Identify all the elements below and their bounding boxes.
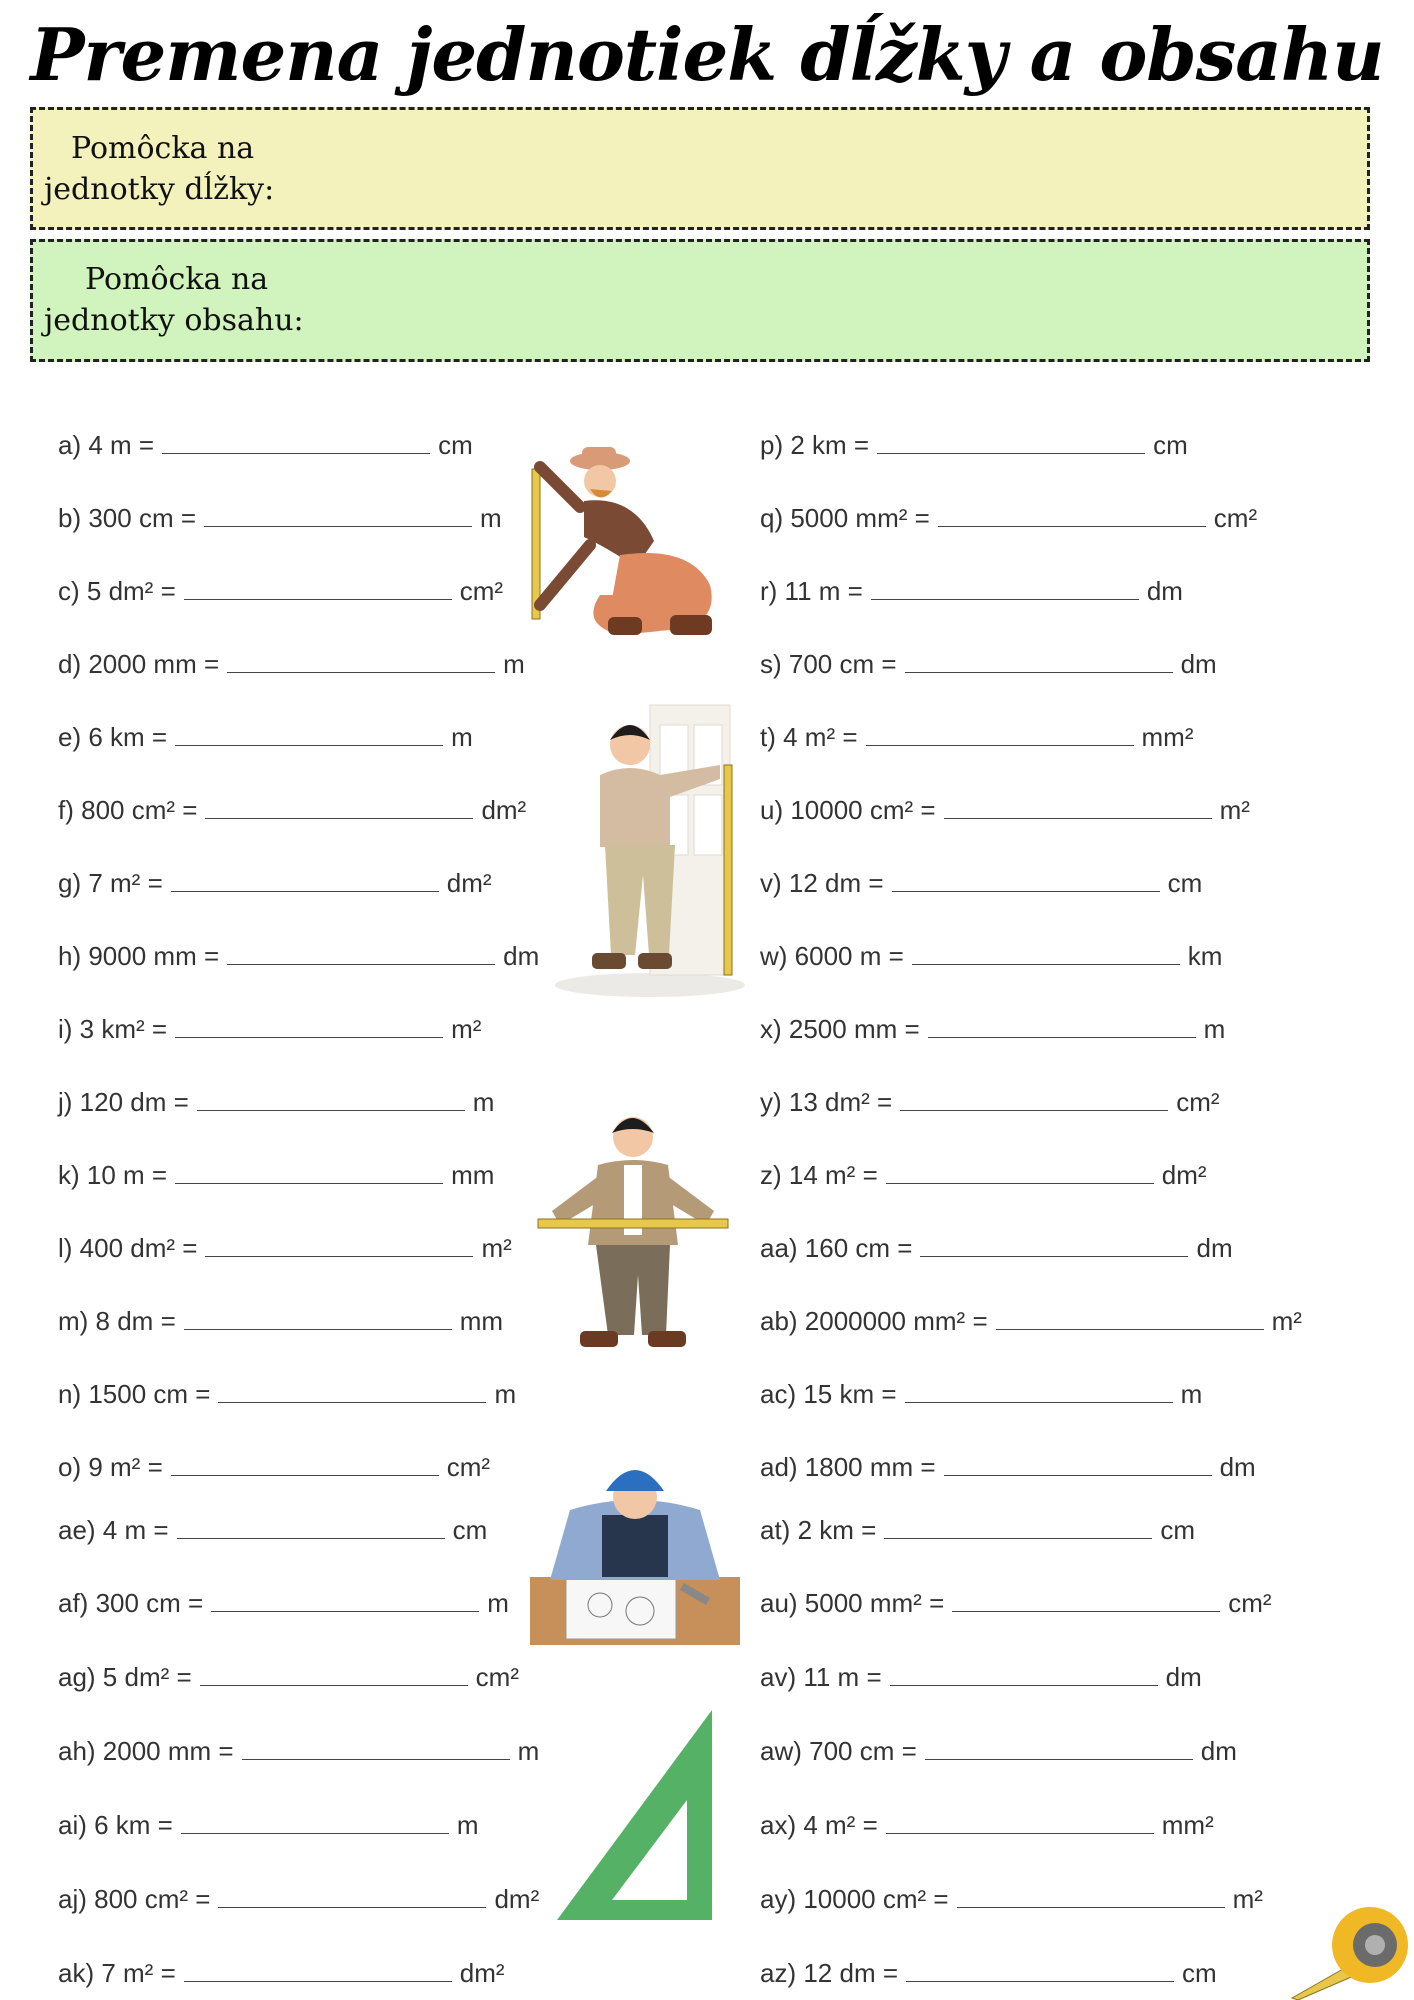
exercise-question: ai) 6 km = — [58, 1810, 173, 1840]
exercise-question: z) 14 m² = — [760, 1160, 878, 1190]
exercise-question: ab) 2000000 mm² = — [760, 1306, 988, 1336]
exercise-unit: dm — [1165, 1662, 1202, 1692]
exercise-question: h) 9000 mm = — [58, 941, 220, 971]
exercise-question: af) 300 cm = — [58, 1588, 204, 1618]
exercise-question: j) 120 dm = — [58, 1087, 189, 1117]
exercise-unit: dm² — [494, 1884, 540, 1914]
right-exercise-row — [760, 1379, 1202, 1409]
left-exercise-row — [58, 941, 539, 971]
exercise-question: t) 4 m² = — [760, 722, 858, 752]
exercise-unit: cm — [1153, 430, 1188, 460]
exercise-question: k) 10 m = — [58, 1160, 168, 1190]
man-holding-ruler-icon — [528, 1105, 738, 1350]
exercise-question: m) 8 dm = — [58, 1306, 176, 1336]
right-exercise-row — [760, 941, 1222, 971]
exercise-question: s) 700 cm = — [760, 649, 897, 679]
exercise-question: b) 300 cm = — [58, 503, 197, 533]
exercise-question: w) 6000 m = — [760, 941, 904, 971]
exercise-question: x) 2500 mm = — [760, 1014, 920, 1044]
answer-blank[interactable] — [905, 1380, 1173, 1403]
left-exercise-row — [58, 1379, 516, 1409]
exercise-question: ax) 4 m² = — [760, 1810, 878, 1840]
right-exercise-row — [760, 1515, 1195, 1545]
answer-blank[interactable] — [912, 942, 1180, 965]
exercise-unit: dm — [1200, 1736, 1237, 1766]
left-exercise-row — [58, 1958, 505, 1988]
left-exercise-row — [58, 1810, 479, 1840]
answer-blank[interactable] — [227, 942, 495, 965]
right-exercise-row — [760, 576, 1183, 606]
exercise-unit: m — [456, 1810, 479, 1840]
answer-blank[interactable] — [866, 723, 1134, 746]
left-exercise-row — [58, 1662, 519, 1692]
exercise-question: r) 11 m = — [760, 576, 863, 606]
exercise-question: ay) 10000 cm² = — [760, 1884, 949, 1914]
left-exercise-row — [58, 1087, 494, 1117]
exercise-question: c) 5 dm² = — [58, 576, 176, 606]
answer-blank[interactable] — [877, 431, 1145, 454]
right-exercise-row — [760, 649, 1217, 679]
left-exercise-row — [58, 1515, 487, 1545]
answer-blank[interactable] — [892, 869, 1160, 892]
answer-blank[interactable] — [944, 796, 1212, 819]
answer-blank[interactable] — [952, 1589, 1220, 1612]
right-exercise-row — [760, 1087, 1220, 1117]
answer-blank[interactable] — [205, 1234, 473, 1257]
left-exercise-row — [58, 430, 473, 460]
exercise-question: at) 2 km = — [760, 1515, 877, 1545]
answer-blank[interactable] — [175, 1015, 443, 1038]
answer-blank[interactable] — [905, 650, 1173, 673]
answer-blank[interactable] — [227, 650, 495, 673]
man-measuring-door-icon — [550, 695, 750, 1000]
right-exercise-row — [760, 795, 1250, 825]
answer-blank[interactable] — [197, 1088, 465, 1111]
exercise-unit: m — [480, 503, 502, 533]
exercise-unit: mm² — [1161, 1810, 1214, 1840]
answer-blank[interactable] — [944, 1453, 1212, 1476]
exercise-question: v) 12 dm = — [760, 868, 884, 898]
exercise-unit: dm — [1219, 1452, 1256, 1482]
answer-blank[interactable] — [200, 1663, 468, 1686]
exercise-question: i) 3 km² = — [58, 1014, 168, 1044]
right-exercise-row — [760, 1233, 1233, 1263]
exercise-question: ak) 7 m² = — [58, 1958, 176, 1988]
exercise-unit: cm² — [1176, 1087, 1220, 1117]
exercise-unit: cm — [1160, 1515, 1195, 1545]
engineer-drawing-icon — [530, 1455, 740, 1645]
right-exercise-row — [760, 430, 1188, 460]
exercise-unit: cm — [1182, 1958, 1217, 1988]
left-exercise-row — [58, 795, 526, 825]
exercise-question: n) 1500 cm = — [58, 1379, 211, 1409]
exercise-question: ag) 5 dm² = — [58, 1662, 192, 1692]
left-exercise-row — [58, 722, 473, 752]
answer-blank[interactable] — [177, 1516, 445, 1539]
exercise-question: u) 10000 cm² = — [760, 795, 936, 825]
left-exercise-row — [58, 1014, 481, 1044]
exercise-unit: mm — [451, 1160, 495, 1190]
exercise-question: p) 2 km = — [760, 430, 870, 460]
exercise-unit: m — [494, 1379, 517, 1409]
exercise-unit: m² — [1219, 795, 1250, 825]
right-exercise-row — [760, 1452, 1256, 1482]
exercise-question: f) 800 cm² = — [58, 795, 198, 825]
answer-blank[interactable] — [175, 1161, 443, 1184]
right-exercise-row — [760, 1588, 1272, 1618]
exercise-unit: m — [503, 649, 525, 679]
left-exercise-row — [58, 868, 492, 898]
right-exercise-row — [760, 1958, 1217, 1988]
left-exercise-row — [58, 1736, 539, 1766]
left-exercise-row — [58, 1588, 509, 1618]
answer-blank[interactable] — [218, 1380, 486, 1403]
answer-blank[interactable] — [211, 1589, 479, 1612]
length-hint-label-line1: Pomôcka na — [71, 131, 255, 166]
left-exercise-row — [58, 503, 502, 533]
left-exercise-row — [58, 649, 525, 679]
right-exercise-row — [760, 1810, 1214, 1840]
page-title: Premena jednotiek dĺžky a obsahu — [30, 12, 1384, 97]
exercise-unit: cm — [1167, 868, 1203, 898]
exercise-unit: dm² — [481, 795, 527, 825]
answer-blank[interactable] — [920, 1234, 1188, 1257]
exercise-question: au) 5000 mm² = — [760, 1588, 945, 1618]
exercise-question: o) 9 m² = — [58, 1452, 163, 1482]
exercise-unit: km — [1187, 941, 1223, 971]
exercise-question: d) 2000 mm = — [58, 649, 220, 679]
exercise-question: aj) 800 cm² = — [58, 1884, 211, 1914]
exercise-unit: dm — [1146, 576, 1183, 606]
kneeling-man-measuring-icon — [520, 445, 740, 645]
exercise-question: ac) 15 km = — [760, 1379, 897, 1409]
answer-blank[interactable] — [900, 1088, 1168, 1111]
left-exercise-row — [58, 576, 503, 606]
exercise-unit: cm — [452, 1515, 488, 1545]
answer-blank[interactable] — [184, 1307, 452, 1330]
answer-blank[interactable] — [871, 577, 1139, 600]
answer-blank[interactable] — [906, 1959, 1174, 1982]
answer-blank[interactable] — [181, 1811, 449, 1834]
exercise-question: aw) 700 cm = — [760, 1736, 917, 1766]
exercise-unit: m — [472, 1087, 495, 1117]
answer-blank[interactable] — [162, 431, 430, 454]
answer-blank[interactable] — [204, 504, 472, 527]
answer-blank[interactable] — [175, 723, 443, 746]
exercise-unit: cm² — [1228, 1588, 1272, 1618]
right-exercise-row — [760, 722, 1194, 752]
right-exercise-row — [760, 1662, 1202, 1692]
exercise-question: ad) 1800 mm = — [760, 1452, 936, 1482]
exercise-question: a) 4 m = — [58, 430, 155, 460]
answer-blank[interactable] — [171, 1453, 439, 1476]
right-exercise-row — [760, 1736, 1237, 1766]
set-square-icon — [552, 1705, 717, 1925]
exercise-unit: dm — [503, 941, 540, 971]
exercise-question: e) 6 km = — [58, 722, 168, 752]
exercise-question: l) 400 dm² = — [58, 1233, 198, 1263]
exercise-question: aa) 160 cm = — [760, 1233, 913, 1263]
exercise-unit: m — [487, 1588, 509, 1618]
answer-blank[interactable] — [886, 1161, 1154, 1184]
exercise-unit: mm — [459, 1306, 504, 1336]
exercise-unit: m — [1180, 1379, 1203, 1409]
exercise-unit: mm² — [1141, 722, 1194, 752]
exercise-unit: m² — [1271, 1306, 1302, 1336]
answer-blank[interactable] — [925, 1737, 1193, 1760]
area-hint-box — [30, 239, 1370, 362]
answer-blank[interactable] — [884, 1516, 1152, 1539]
answer-blank[interactable] — [184, 1959, 452, 1982]
answer-blank[interactable] — [996, 1307, 1264, 1330]
tape-measure-icon — [1290, 1905, 1410, 2000]
exercise-unit: cm² — [1213, 503, 1258, 533]
answer-blank[interactable] — [184, 577, 452, 600]
right-exercise-row — [760, 1306, 1302, 1336]
exercise-unit: dm² — [446, 868, 492, 898]
exercise-unit: m² — [1232, 1884, 1263, 1914]
length-hint-label-line2: jednotky dĺžky: — [44, 172, 275, 207]
exercise-unit: m — [517, 1736, 540, 1766]
answer-blank[interactable] — [938, 504, 1206, 527]
answer-blank[interactable] — [171, 869, 439, 892]
area-hint-label-line1: Pomôcka na — [85, 262, 269, 297]
right-exercise-row — [760, 503, 1257, 533]
right-exercise-row — [760, 868, 1202, 898]
exercise-unit: dm² — [459, 1958, 505, 1988]
exercise-question: y) 13 dm² = — [760, 1087, 893, 1117]
exercise-unit: m² — [481, 1233, 512, 1263]
exercise-unit: dm — [1196, 1233, 1233, 1263]
left-exercise-row — [58, 1306, 503, 1336]
left-exercise-row — [58, 1233, 512, 1263]
answer-blank[interactable] — [957, 1885, 1225, 1908]
area-hint-label-line2: jednotky obsahu: — [44, 303, 304, 338]
exercise-unit: dm² — [1161, 1160, 1207, 1190]
exercise-question: ae) 4 m = — [58, 1515, 169, 1545]
exercise-question: g) 7 m² = — [58, 868, 163, 898]
right-exercise-row — [760, 1884, 1263, 1914]
exercise-question: az) 12 dm = — [760, 1958, 899, 1988]
exercise-question: av) 11 m = — [760, 1662, 882, 1692]
answer-blank[interactable] — [928, 1015, 1196, 1038]
left-exercise-row — [58, 1884, 539, 1914]
left-exercise-row — [58, 1160, 494, 1190]
right-exercise-row — [760, 1160, 1207, 1190]
exercise-unit: cm — [438, 430, 473, 460]
exercise-unit: m — [451, 722, 473, 752]
exercise-unit: dm — [1180, 649, 1217, 679]
right-exercise-row — [760, 1014, 1225, 1044]
answer-blank[interactable] — [890, 1663, 1158, 1686]
exercise-unit: cm² — [459, 576, 504, 606]
length-hint-box — [30, 107, 1370, 230]
left-exercise-row — [58, 1452, 490, 1482]
exercise-unit: cm² — [446, 1452, 491, 1482]
exercise-unit: m — [1203, 1014, 1226, 1044]
answer-blank[interactable] — [205, 796, 473, 819]
answer-blank[interactable] — [218, 1885, 486, 1908]
exercise-question: q) 5000 mm² = — [760, 503, 930, 533]
exercise-unit: cm² — [475, 1662, 519, 1692]
exercise-unit: m² — [451, 1014, 482, 1044]
exercise-question: ah) 2000 mm = — [58, 1736, 234, 1766]
answer-blank[interactable] — [242, 1737, 510, 1760]
answer-blank[interactable] — [886, 1811, 1154, 1834]
